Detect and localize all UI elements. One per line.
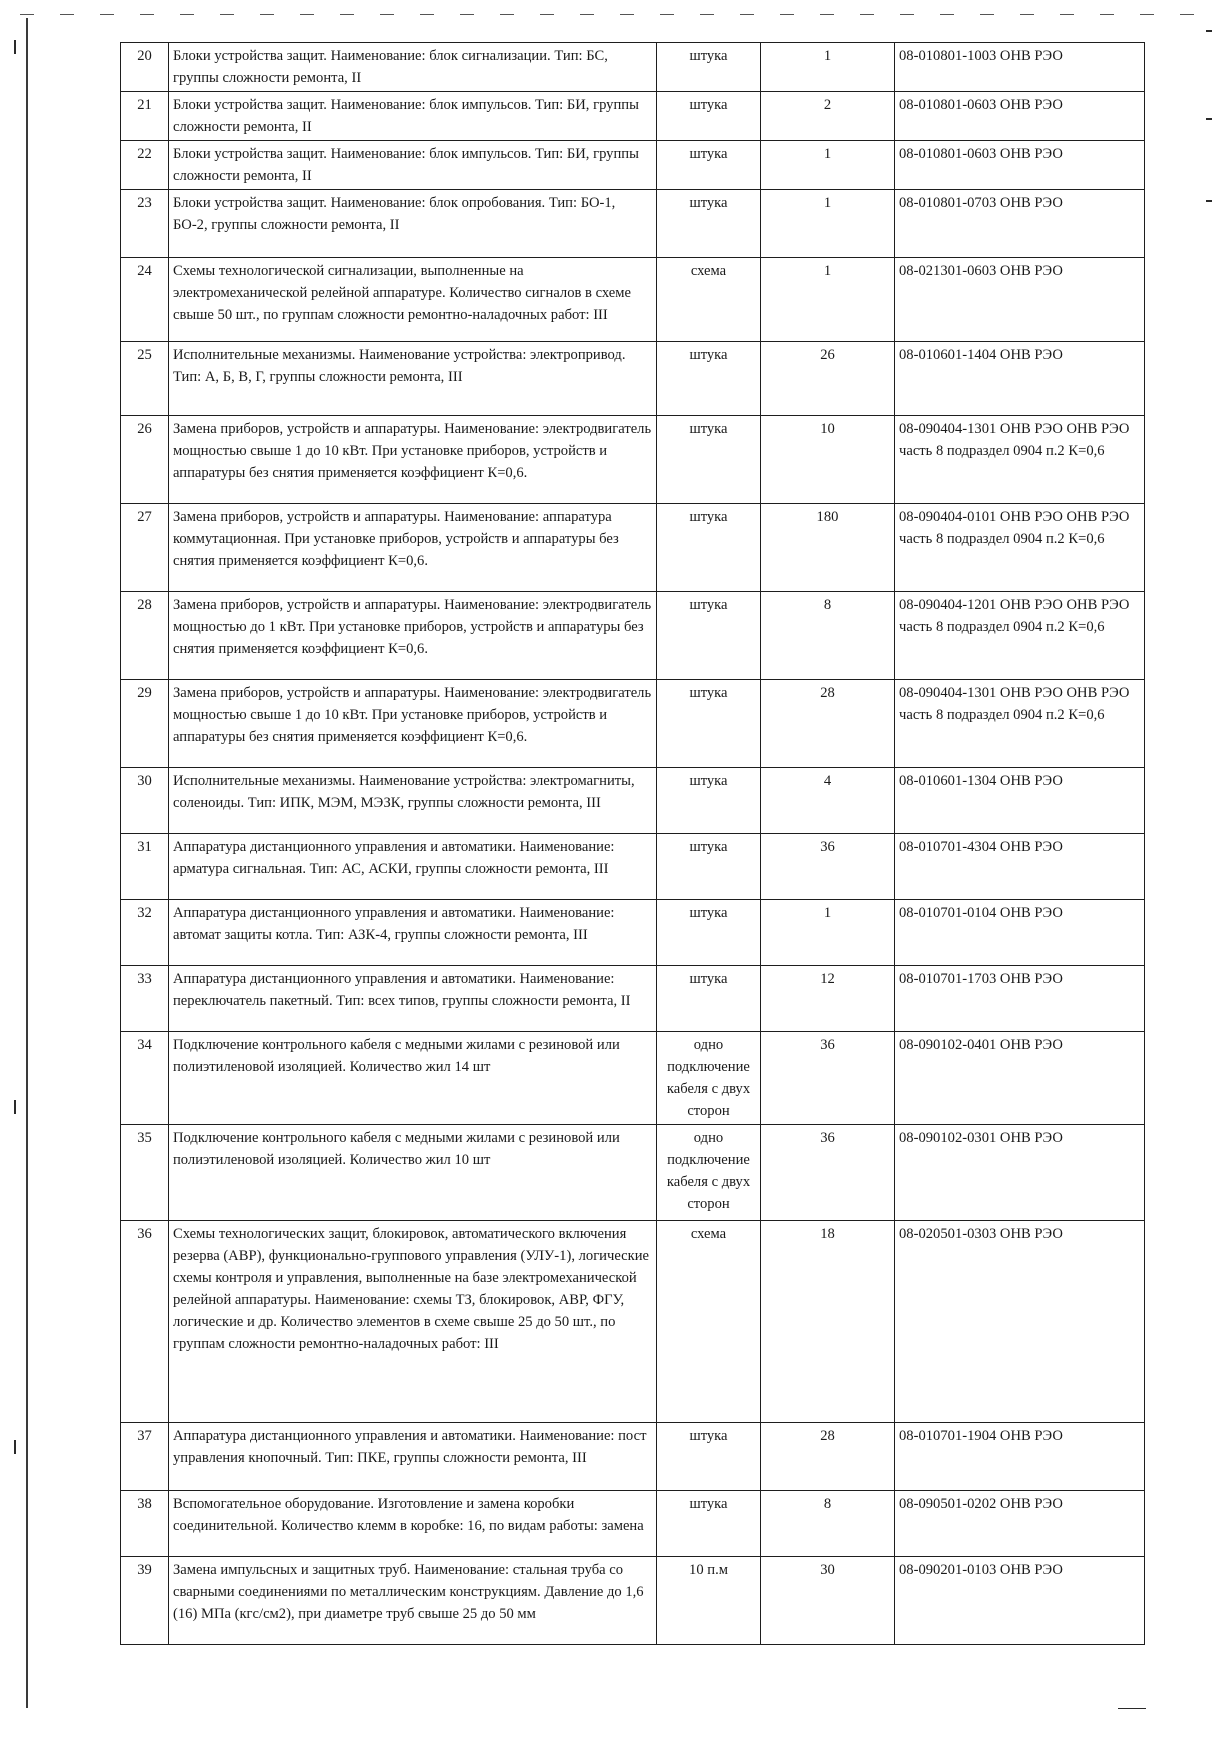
row-number: 33 <box>121 966 169 1032</box>
row-description: Блоки устройства защит. Наименование: блок импульсов. Тип: БИ, группы сложности ремонта, II <box>169 141 657 190</box>
row-description: Аппаратура дистанционного управления и автоматики. Наименование: пост управления кнопочный. Тип: ПКЕ, группы сложности ремонта, III <box>169 1423 657 1491</box>
row-norm-code: 08-010601-1304 ОНВ РЭО <box>895 768 1145 834</box>
row-number: 28 <box>121 592 169 680</box>
table-row <box>121 834 1145 900</box>
row-quantity: 28 <box>761 1423 895 1491</box>
row-quantity: 4 <box>761 768 895 834</box>
table-row <box>121 1125 1145 1221</box>
scan-right-tick-1 <box>1206 30 1212 32</box>
row-unit: штука <box>657 141 761 190</box>
row-norm-code: 08-010701-4304 ОНВ РЭО <box>895 834 1145 900</box>
row-number: 39 <box>121 1557 169 1645</box>
row-number: 37 <box>121 1423 169 1491</box>
row-number: 20 <box>121 43 169 92</box>
work-items-table <box>120 42 1145 1645</box>
row-unit: штука <box>657 966 761 1032</box>
row-quantity: 180 <box>761 504 895 592</box>
row-norm-code: 08-020501-0303 ОНВ РЭО <box>895 1221 1145 1423</box>
row-norm-code: 08-021301-0603 ОНВ РЭО <box>895 258 1145 342</box>
row-quantity: 28 <box>761 680 895 768</box>
row-description: Аппаратура дистанционного управления и автоматики. Наименование: переключатель пакетный. Тип: всех типов, группы сложности ремонта, II <box>169 966 657 1032</box>
row-unit: одно подключение кабеля с двух сторон <box>657 1125 761 1221</box>
row-description: Блоки устройства защит. Наименование: блок импульсов. Тип: БИ, группы сложности ремонта, II <box>169 92 657 141</box>
row-number: 21 <box>121 92 169 141</box>
row-norm-code: 08-010801-0603 ОНВ РЭО <box>895 92 1145 141</box>
row-number: 24 <box>121 258 169 342</box>
row-quantity: 8 <box>761 592 895 680</box>
row-quantity: 8 <box>761 1491 895 1557</box>
row-norm-code: 08-090404-1301 ОНВ РЭО ОНВ РЭО часть 8 подраздел 0904 п.2 К=0,6 <box>895 680 1145 768</box>
table-row <box>121 1423 1145 1491</box>
row-number: 25 <box>121 342 169 416</box>
row-norm-code: 08-010801-1003 ОНВ РЭО <box>895 43 1145 92</box>
row-quantity: 36 <box>761 834 895 900</box>
row-description: Исполнительные механизмы. Наименование устройства: электропривод. Тип: А, Б, В, Г, группы сложности ремонта, III <box>169 342 657 416</box>
row-description: Схемы технологических защит, блокировок, автоматического включения резерва (АВР), функционально-группового управления (УЛУ-1), логические схемы контроля и управления, выполненные на базе электромеханической релейной аппаратуры. Наименование: схемы ТЗ, блокировок, АВР, ФГУ, логические и др. Количество элементов в схеме свыше 25 до 50 шт., по группам сложности ремонтно-наладочных работ: III <box>169 1221 657 1423</box>
row-norm-code: 08-010701-0104 ОНВ РЭО <box>895 900 1145 966</box>
row-norm-code: 08-090404-1301 ОНВ РЭО ОНВ РЭО часть 8 подраздел 0904 п.2 К=0,6 <box>895 416 1145 504</box>
table-row <box>121 680 1145 768</box>
row-norm-code: 08-010801-0603 ОНВ РЭО <box>895 141 1145 190</box>
row-quantity: 2 <box>761 92 895 141</box>
table-row <box>121 504 1145 592</box>
row-number: 29 <box>121 680 169 768</box>
row-norm-code: 08-090501-0202 ОНВ РЭО <box>895 1491 1145 1557</box>
row-norm-code: 08-010701-1703 ОНВ РЭО <box>895 966 1145 1032</box>
scan-left-margin-line <box>26 18 28 1708</box>
row-norm-code: 08-010701-1904 ОНВ РЭО <box>895 1423 1145 1491</box>
scan-left-tick-1 <box>14 40 16 54</box>
table-row <box>121 416 1145 504</box>
row-norm-code: 08-010801-0703 ОНВ РЭО <box>895 190 1145 258</box>
scan-left-tick-2 <box>14 1100 16 1114</box>
row-norm-code: 08-090102-0301 ОНВ РЭО <box>895 1125 1145 1221</box>
row-unit: штука <box>657 1423 761 1491</box>
row-number: 26 <box>121 416 169 504</box>
row-quantity: 18 <box>761 1221 895 1423</box>
row-description: Подключение контрольного кабеля с медными жилами с резиновой или полиэтиленовой изоляцией. Количество жил 14 шт <box>169 1032 657 1125</box>
scan-bottom-dash <box>1118 1708 1146 1709</box>
table-row <box>121 768 1145 834</box>
row-description: Вспомогательное оборудование. Изготовление и замена коробки соединительной. Количество клемм в коробке: 16, по видам работы: замена <box>169 1491 657 1557</box>
row-quantity: 26 <box>761 342 895 416</box>
row-quantity: 1 <box>761 190 895 258</box>
scan-left-tick-3 <box>14 1440 16 1454</box>
table-row <box>121 1032 1145 1125</box>
row-unit: штука <box>657 92 761 141</box>
row-description: Схемы технологической сигнализации, выполненные на электромеханической релейной аппаратуре. Количество сигналов в схеме свыше 50 шт., по группам сложности ремонтно-наладочных работ: III <box>169 258 657 342</box>
row-description: Замена импульсных и защитных труб. Наименование: стальная труба со сварными соединениями по металлическим конструкциям. Давление до 1,6 (16) МПа (кгс/см2), при диаметре труб свыше 25 до 50 мм <box>169 1557 657 1645</box>
row-quantity: 1 <box>761 900 895 966</box>
row-unit: штука <box>657 190 761 258</box>
table-row <box>121 190 1145 258</box>
row-description: Замена приборов, устройств и аппаратуры. Наименование: аппаратура коммутационная. При установке приборов, устройств и аппаратуры без снятия применяется коэффициент К=0,6. <box>169 504 657 592</box>
row-quantity: 1 <box>761 43 895 92</box>
row-number: 23 <box>121 190 169 258</box>
row-quantity: 1 <box>761 141 895 190</box>
row-unit: штука <box>657 768 761 834</box>
table-row <box>121 1557 1145 1645</box>
row-unit: схема <box>657 1221 761 1423</box>
row-unit: одно подключение кабеля с двух сторон <box>657 1032 761 1125</box>
row-unit: штука <box>657 342 761 416</box>
row-unit: штука <box>657 416 761 504</box>
row-number: 34 <box>121 1032 169 1125</box>
row-norm-code: 08-090102-0401 ОНВ РЭО <box>895 1032 1145 1125</box>
row-description: Замена приборов, устройств и аппаратуры. Наименование: электродвигатель мощностью свыше 1 до 10 кВт. При установке приборов, устройств и аппаратуры без снятия применяется коэффициент К=0,6. <box>169 680 657 768</box>
row-number: 36 <box>121 1221 169 1423</box>
row-description: Аппаратура дистанционного управления и автоматики. Наименование: арматура сигнальная. Тип: АС, АСКИ, группы сложности ремонта, III <box>169 834 657 900</box>
row-quantity: 10 <box>761 416 895 504</box>
row-number: 27 <box>121 504 169 592</box>
row-unit: штука <box>657 834 761 900</box>
row-norm-code: 08-010601-1404 ОНВ РЭО <box>895 342 1145 416</box>
row-number: 22 <box>121 141 169 190</box>
row-unit: схема <box>657 258 761 342</box>
row-description: Блоки устройства защит. Наименование: блок опробования. Тип: БО-1, БО-2, группы сложности ремонта, II <box>169 190 657 258</box>
row-description: Подключение контрольного кабеля с медными жилами с резиновой или полиэтиленовой изоляцией. Количество жил 10 шт <box>169 1125 657 1221</box>
scan-right-tick-2 <box>1206 118 1212 120</box>
row-unit: штука <box>657 900 761 966</box>
scan-top-dash-marks <box>20 14 1200 15</box>
row-description: Замена приборов, устройств и аппаратуры. Наименование: электродвигатель мощностью свыше 1 до 10 кВт. При установке приборов, устройств и аппаратуры без снятия применяется коэффициент К=0,6. <box>169 416 657 504</box>
row-number: 31 <box>121 834 169 900</box>
row-number: 30 <box>121 768 169 834</box>
row-number: 38 <box>121 1491 169 1557</box>
table-body <box>121 43 1145 1645</box>
row-description: Замена приборов, устройств и аппаратуры. Наименование: электродвигатель мощностью до 1 кВт. При установке приборов, устройств и аппаратуры без снятия применяется коэффициент К=0,6. <box>169 592 657 680</box>
row-description: Блоки устройства защит. Наименование: блок сигнализации. Тип: БС, группы сложности ремонта, II <box>169 43 657 92</box>
row-unit: штука <box>657 680 761 768</box>
row-norm-code: 08-090404-1201 ОНВ РЭО ОНВ РЭО часть 8 подраздел 0904 п.2 К=0,6 <box>895 592 1145 680</box>
table-row <box>121 342 1145 416</box>
row-unit: 10 п.м <box>657 1557 761 1645</box>
table-row <box>121 592 1145 680</box>
scan-right-tick-3 <box>1206 200 1212 202</box>
row-quantity: 12 <box>761 966 895 1032</box>
row-number: 35 <box>121 1125 169 1221</box>
row-unit: штука <box>657 43 761 92</box>
row-quantity: 36 <box>761 1125 895 1221</box>
table-row <box>121 141 1145 190</box>
table-row <box>121 258 1145 342</box>
table-row <box>121 1491 1145 1557</box>
row-norm-code: 08-090404-0101 ОНВ РЭО ОНВ РЭО часть 8 подраздел 0904 п.2 К=0,6 <box>895 504 1145 592</box>
row-description: Аппаратура дистанционного управления и автоматики. Наименование: автомат защиты котла. Тип: АЗК-4, группы сложности ремонта, III <box>169 900 657 966</box>
row-unit: штука <box>657 592 761 680</box>
table-row <box>121 43 1145 92</box>
row-quantity: 36 <box>761 1032 895 1125</box>
row-description: Исполнительные механизмы. Наименование устройства: электромагниты, соленоиды. Тип: ИПК, МЭМ, МЭЗК, группы сложности ремонта, III <box>169 768 657 834</box>
row-quantity: 30 <box>761 1557 895 1645</box>
table-row <box>121 92 1145 141</box>
row-quantity: 1 <box>761 258 895 342</box>
row-number: 32 <box>121 900 169 966</box>
table-row <box>121 900 1145 966</box>
row-unit: штука <box>657 504 761 592</box>
row-norm-code: 08-090201-0103 ОНВ РЭО <box>895 1557 1145 1645</box>
table-row <box>121 1221 1145 1423</box>
table-row <box>121 966 1145 1032</box>
row-unit: штука <box>657 1491 761 1557</box>
